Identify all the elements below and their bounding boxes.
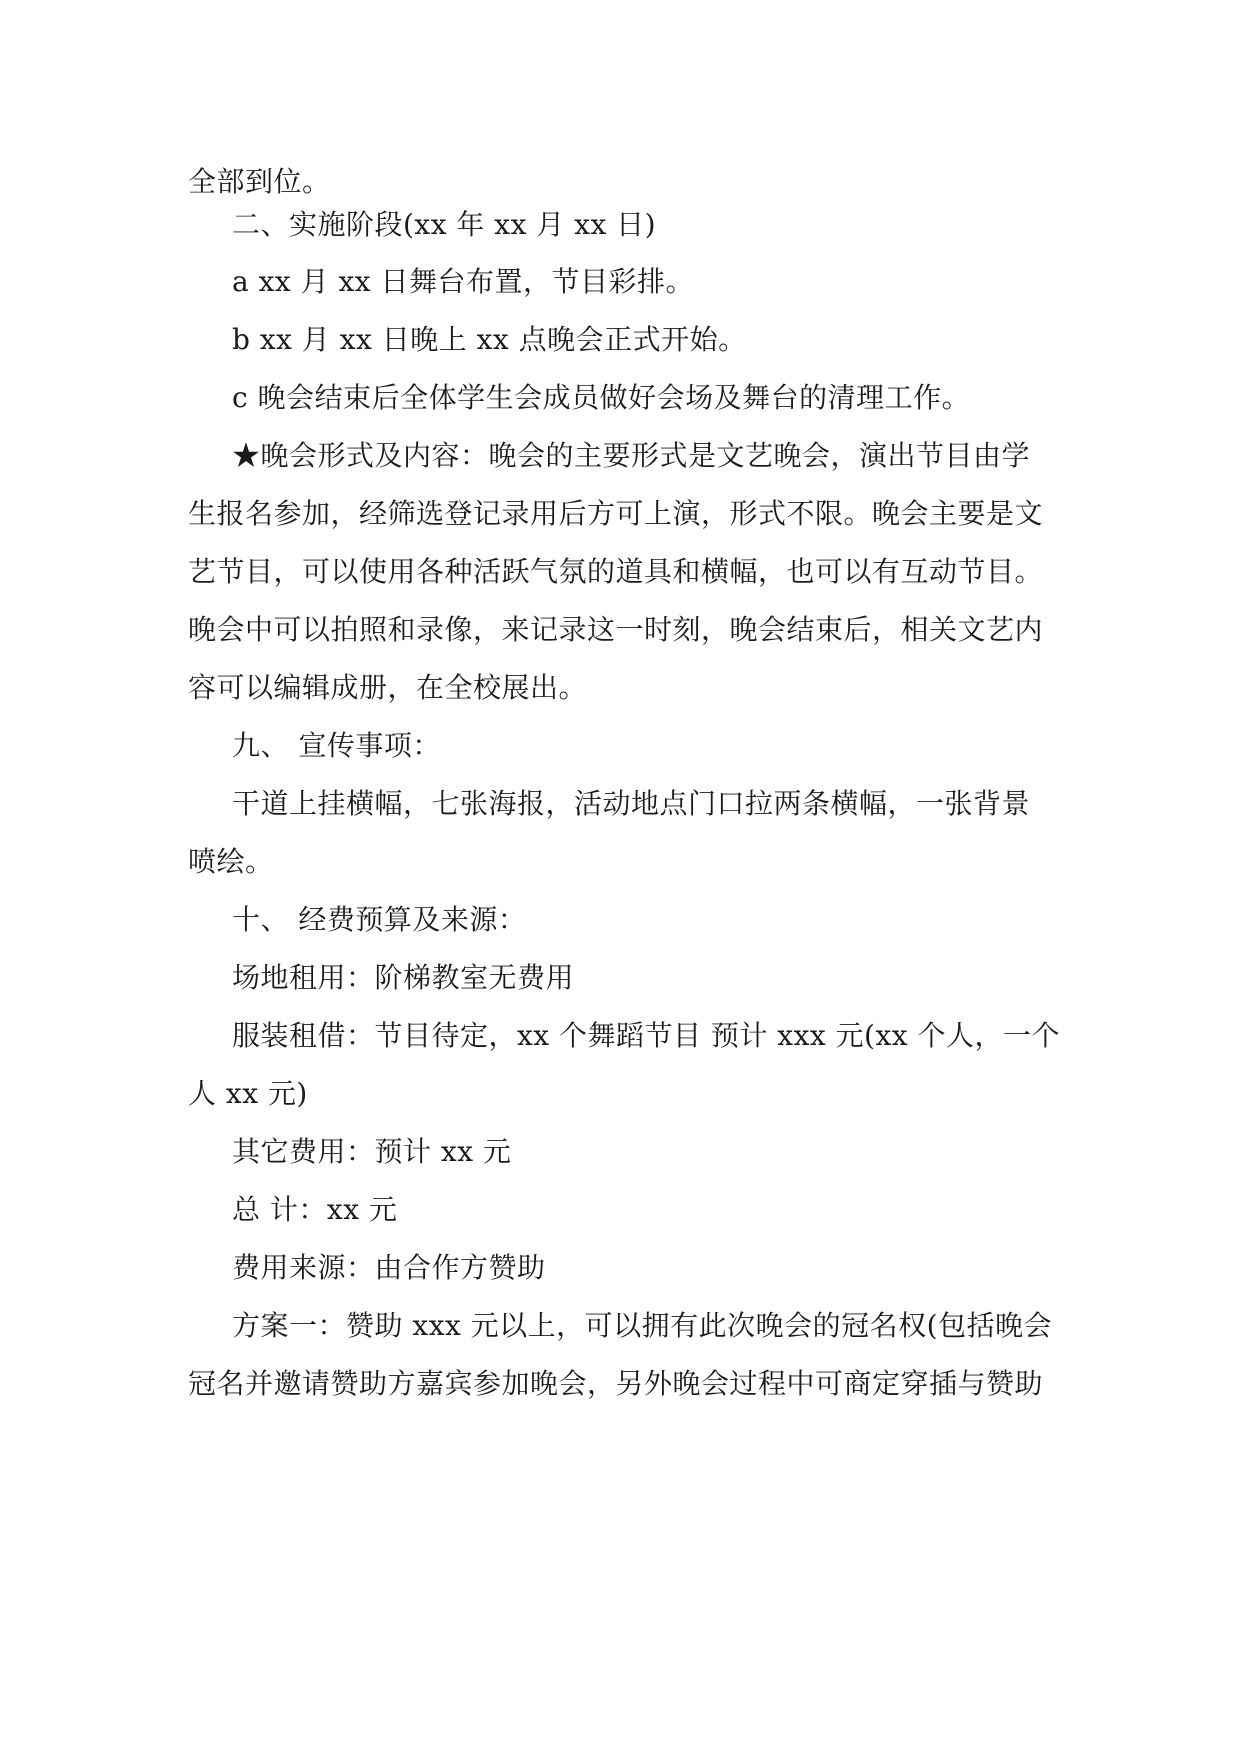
section-heading-publicity: 九、 宣传事项： bbox=[232, 729, 441, 762]
section-heading-budget: 十、 经费预算及来源： bbox=[232, 903, 527, 936]
paragraph-line: 晚会中可以拍照和录像，来记录这一时刻，晚会结束后，相关文艺内 bbox=[188, 613, 1044, 646]
paragraph-line: 干道上挂横幅，七张海报，活动地点门口拉两条横幅，一张背景 bbox=[232, 787, 1031, 820]
paragraph-line: 人 xx 元) bbox=[188, 1077, 308, 1110]
budget-item-total: 总 计：xx 元 bbox=[232, 1193, 398, 1226]
budget-item-costume: 服装租借：节目待定，xx 个舞蹈节目 预计 xxx 元(xx 个人，一个 bbox=[232, 1019, 1060, 1052]
paragraph-line: 冠名并邀请赞助方嘉宾参加晚会，另外晚会过程中可商定穿插与赞助 bbox=[188, 1367, 1044, 1400]
paragraph-line: 艺节目，可以使用各种活跃气氛的道具和横幅，也可以有互动节目。 bbox=[188, 555, 1044, 588]
list-item-b: b xx 月 xx 日晚上 xx 点晚会正式开始。 bbox=[232, 323, 747, 356]
list-item-a: a xx 月 xx 日舞台布置，节目彩排。 bbox=[232, 265, 694, 298]
paragraph-line: 生报名参加，经筛选登记录用后方可上演，形式不限。晚会主要是文 bbox=[188, 497, 1044, 530]
paragraph-line: 容可以编辑成册，在全校展出。 bbox=[188, 671, 588, 704]
budget-item-venue: 场地租用：阶梯教室无费用 bbox=[232, 961, 575, 994]
paragraph-line: 喷绘。 bbox=[188, 845, 274, 878]
paragraph-line: 全部到位。 bbox=[188, 165, 331, 198]
budget-item-source: 费用来源：由合作方赞助 bbox=[232, 1251, 546, 1284]
section-heading-implementation: 二、实施阶段(xx 年 xx 月 xx 日) bbox=[232, 208, 657, 241]
budget-item-other: 其它费用：预计 xx 元 bbox=[232, 1135, 512, 1168]
list-item-c: c 晚会结束后全体学生会成员做好会场及舞台的清理工作。 bbox=[232, 381, 971, 414]
paragraph-line: ★晚会形式及内容：晚会的主要形式是文艺晚会，演出节目由学 bbox=[232, 439, 1031, 472]
paragraph-line: 方案一：赞助 xxx 元以上，可以拥有此次晚会的冠名权(包括晚会 bbox=[232, 1309, 1053, 1342]
